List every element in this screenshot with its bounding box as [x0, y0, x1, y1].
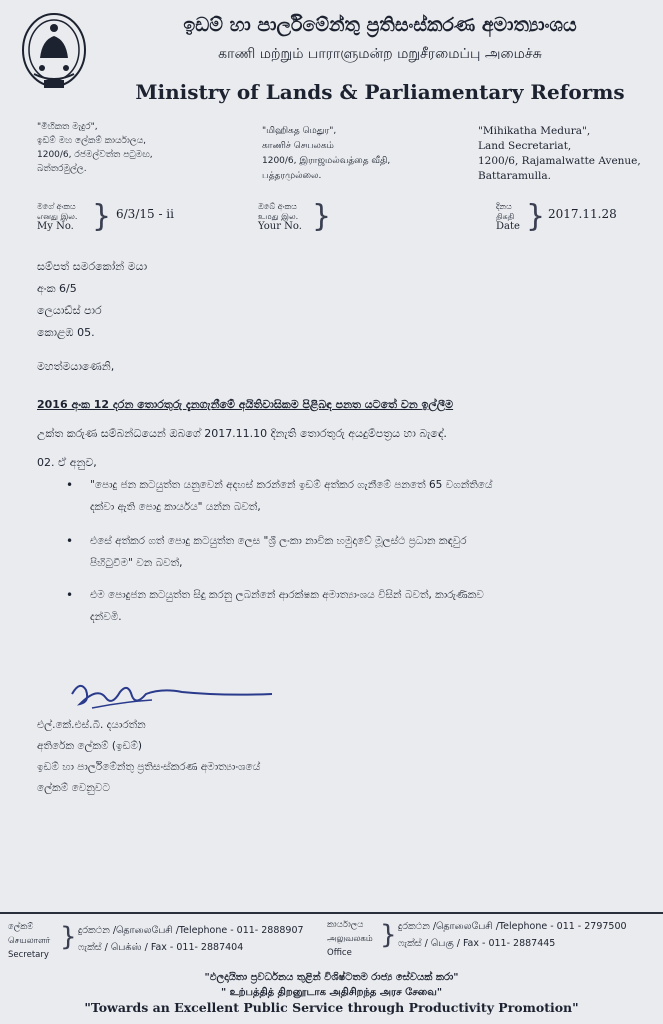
date-value: 2017.11.28	[548, 207, 617, 221]
label-line: Your No.	[258, 221, 302, 232]
bullet-line: පිහිටුවීම" වන බවත්,	[90, 557, 183, 569]
label-line: உமது இல.	[258, 212, 299, 221]
bullet-icon: •	[66, 534, 74, 548]
bullet-line: දන්වමි.	[90, 611, 122, 623]
signature-block	[37, 715, 260, 799]
label-line: Date	[496, 221, 520, 232]
bullet-line: දක්වා ඇති පොදු කාර්යය" යන්න බවත්,	[90, 501, 261, 513]
address-tamil	[262, 124, 390, 184]
my-no-value: 6/3/15 - ii	[116, 207, 174, 221]
bullet-line: එම පොදුජන කටයුත්ත සිදු කරනු ලබන්නේ ආරක්ෂක අමාත්‍යාංශය විසින් බවත්, කාරුණිකව	[90, 589, 484, 601]
label-line: திகதி	[496, 212, 515, 221]
brace-icon: }	[380, 920, 397, 950]
brace-icon: }	[60, 922, 77, 952]
address-line: "மிஹிகத மெதுர",	[262, 126, 337, 136]
footer-contact-line: ෆැක්ස් / பெக்ஸ் / Fax - 011- 2887404	[78, 942, 244, 953]
footer-contact-line: දුරකථන /தொலைபேசி /Telephone - 011- 2888907	[78, 925, 304, 936]
handwritten-signature	[62, 676, 282, 716]
footer-contact-line: ෆැක්ස් / பெகு / Fax - 011- 2887445	[398, 938, 556, 949]
recipient-line: ලෙයාඩ්ස් පාර	[37, 304, 102, 317]
ministry-title-sinhala: ඉඩම් හා පාර්ලිමේන්තු ප්‍රතිසංස්කරණ අමාත්‍යාංශය	[183, 14, 577, 36]
label-line: My No.	[37, 221, 74, 232]
bullet-line: එසේ අත්කර ගත් පොදු කටයුත්ත ලෙස "ශ්‍රී ලංකා නාවික හමුදාවේ මූලස්ථ ප්‍රධාන කඳවුර	[90, 535, 467, 547]
address-line: 1200/6, රජමල්වත්ත පටුමඟ,	[37, 150, 153, 160]
bullet-line: "පොදු ජන කටයුත්ත යනුවෙන් අදහස් කරන්නේ ඉඩම් අත්කර ගැනීමේ පනතේ 65 වගන්තියේ	[90, 479, 493, 491]
recipient-line: කොළඹ 05.	[37, 326, 95, 339]
my-no-label	[37, 202, 77, 232]
address-line: "මිහිකත මැදුර",	[37, 122, 98, 132]
letter-subject: 2016 අංක 12 දරන තොරතුරු දැනගැනීමේ අයිතිවාසිකම පිළිබඳ පනත යටතේ වන ඉල්ලීම	[37, 398, 454, 411]
date-label	[496, 202, 520, 232]
ministry-title-tamil: காணி மற்றும் பாராளுமன்ற மறுசீரமைப்பு அமைச்சு	[218, 46, 542, 62]
footer-label-line: Office	[327, 948, 352, 958]
footer-contact-line: දුරකථන /தொலைபேசி /Telephone - 011 - 2797500	[398, 921, 627, 932]
bullet-item	[90, 474, 640, 518]
ministry-title-english: Ministry of Lands & Parliamentary Reforms	[135, 80, 625, 104]
address-line: බත්තරමුල්ල.	[37, 164, 87, 174]
footer-label-line: ලේකම්	[8, 922, 34, 932]
address-sinhala	[37, 120, 153, 176]
paragraph-2-intro: 02. ඒ අනුව,	[37, 456, 97, 469]
footer-office-contacts	[398, 918, 627, 952]
footer-divider	[0, 912, 663, 914]
recipient-line: අංක 6/5	[37, 282, 77, 295]
bullet-item	[90, 530, 640, 574]
footer-secretary-label	[8, 920, 50, 962]
footer-label-line: செயலாளர்	[8, 936, 51, 946]
label-line: මගේ අංකය	[37, 202, 76, 211]
address-line: "Mihikatha Medura",	[478, 125, 591, 137]
label-line: දිනය	[496, 202, 512, 211]
address-line: Land Secretariat,	[478, 140, 572, 152]
address-line: 1200/6, இராஜமல்வத்தை வீதி,	[262, 156, 391, 166]
address-line: Battaramulla.	[478, 170, 551, 182]
label-line: ඔබේ අංකය	[258, 202, 297, 211]
address-line: பத்தரமுல்லை.	[262, 171, 322, 181]
sri-lanka-emblem-icon	[20, 10, 88, 94]
footer-label-line: කාර්යාලය	[327, 920, 364, 930]
motto-english: "Towards an Excellent Public Service through Productivity Promotion"	[84, 1000, 579, 1015]
address-line: காணிச் செயலகம்	[262, 141, 334, 151]
address-line: ඉඩම් මහ ලේකම් කාර්යාලය,	[37, 136, 147, 146]
footer-secretary-contacts	[78, 922, 304, 956]
recipient-address	[37, 256, 147, 344]
brace-icon: }	[92, 199, 112, 234]
signatory-ministry: ඉඩම් හා පාර්ලිමේන්තු ප්‍රතිසංස්කරණ අමාත්‍යාංශයේ	[37, 761, 261, 773]
recipient-line: සම්පත් සමරකෝන් මයා	[37, 260, 148, 273]
footer-office-label	[327, 918, 373, 960]
signatory-designation: අතිරේක ලේකම් (ඉඩම්)	[37, 740, 143, 752]
footer-label-line: Secretary	[8, 950, 49, 960]
address-english	[478, 124, 641, 184]
label-line: எனது இல.	[37, 212, 78, 221]
footer-label-line: அலுவலகம்	[327, 934, 373, 944]
motto-sinhala: "ඵලදායිතා ප්‍රවර්ධනය තුළින් විශිෂ්ටතම රාජ්‍ය සේවයක් කරා"	[204, 972, 459, 983]
bullet-icon: •	[66, 478, 74, 492]
motto-tamil: " உற்பத்தித் திறனூடாக அதிசிறந்த அரச சேவை"	[220, 987, 443, 998]
salutation: මහත්මයාණෙනි,	[37, 360, 115, 373]
address-line: 1200/6, Rajamalwatte Avenue,	[478, 155, 641, 167]
bullet-item	[90, 584, 640, 628]
bullet-icon: •	[66, 588, 74, 602]
signatory-name: එල්.කේ.එස්.බී. දයාරත්න	[37, 719, 146, 731]
your-no-label	[258, 202, 302, 232]
brace-icon: }	[312, 199, 332, 234]
paragraph-1: උක්ත කරුණ සම්බන්ධයෙන් ඔබගේ 2017.11.10 දිනැති තොරතුරු අයදුම්පත්‍රය හා බැඳේ.	[37, 427, 447, 440]
signatory-on-behalf: ලේකම් වෙනුවට	[37, 782, 110, 794]
brace-icon: }	[526, 199, 546, 234]
